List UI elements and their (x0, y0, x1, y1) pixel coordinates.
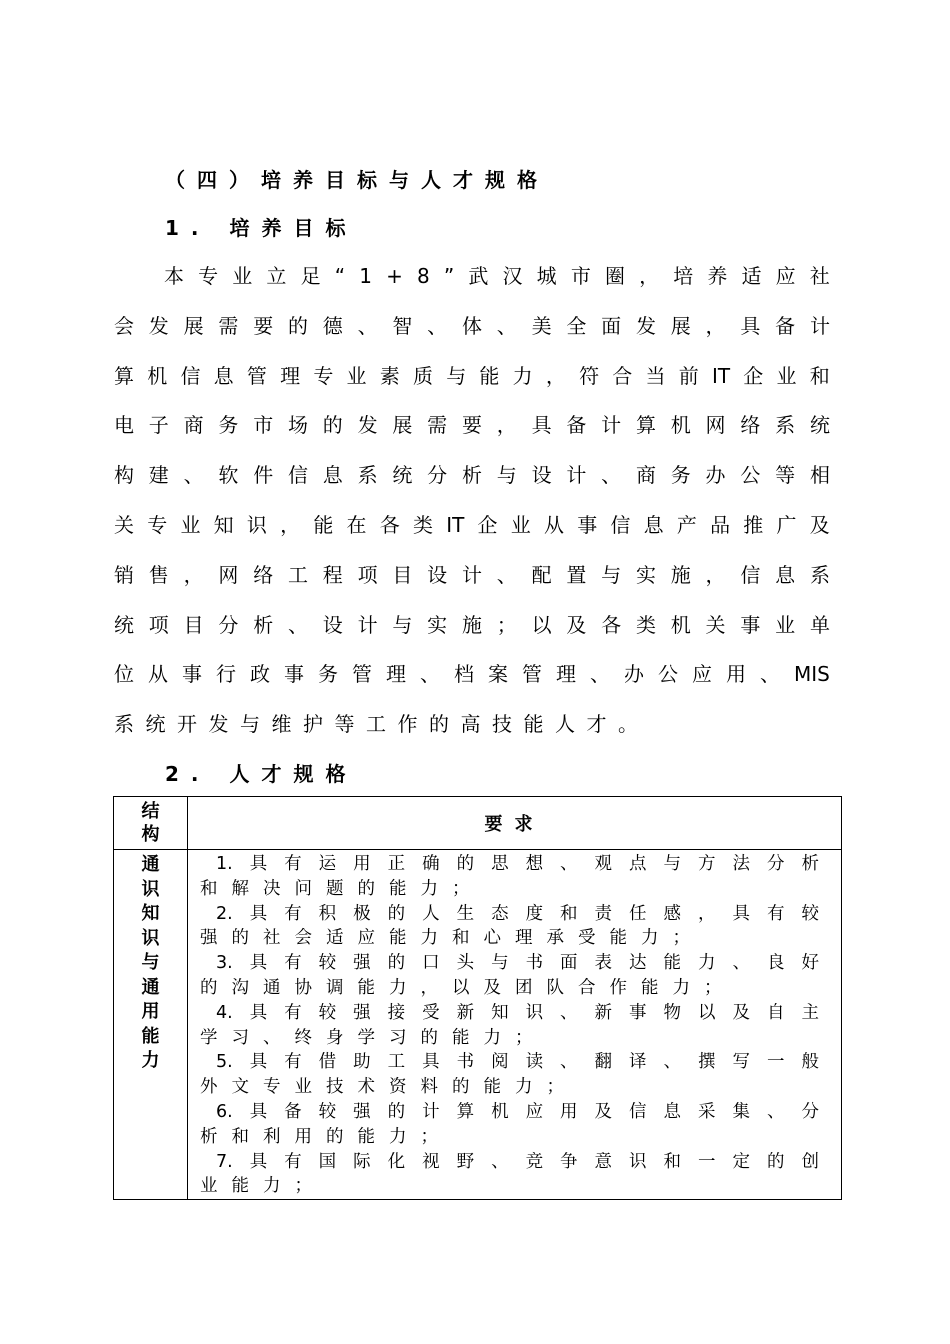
goal-line: 统 项 目 分 析 、 设 计 与 实 施 ； 以 及 各 类 机 关 事 业 单 (114, 612, 830, 637)
requirement-item (200, 1150, 819, 1200)
category-cell (114, 850, 188, 1200)
header-structure (114, 797, 188, 850)
goal-line: 算 机 信 息 管 理 专 业 素 质 与 能 力 ， 符 合 当 前 IT 企 业 和 (114, 363, 830, 388)
table-header-row (114, 797, 842, 850)
requirement-line: 4. 具 有 较 强 接 受 新 知 识 、 新 事 物 以 及 自 主 (216, 1002, 819, 1023)
requirement-line: 2. 具 有 积 极 的 人 生 态 度 和 责 任 感 ， 具 有 较 (216, 903, 819, 924)
goal-line: 构 建 、 软 件 信 息 系 统 分 析 与 设 计 、 商 务 办 公 等 相 (114, 463, 830, 488)
header-structure-text: 结 构 (141, 801, 160, 845)
goal-line: 位 从 事 行 政 事 务 管 理 、 档 案 管 理 、 办 公 应 用 、 MIS (114, 662, 830, 687)
section-title: （四）培养目标与人才规格 (165, 168, 549, 192)
requirement-item (200, 902, 819, 952)
goal-line: 电 子 商 务 市 场 的 发 展 需 要 ， 具 备 计 算 机 网 络 系 统 (114, 413, 830, 438)
goal-line: 销 售 ， 网 络 工 程 项 目 设 计 、 配 置 与 实 施 ， 信 息 系 (114, 562, 830, 587)
category-text: 通 识 知 识 与 通 用 能 力 (141, 854, 160, 1071)
goal-line: 关 专 业 知 识 ， 能 在 各 类 IT 企 业 从 事 信 息 产 品 推 广 及 (114, 512, 830, 537)
header-requirements: 要求 (188, 797, 842, 850)
subsection-title-specs: 2. 人才规格 (165, 762, 358, 786)
requirement-line: 和解决问题的能力； (200, 878, 484, 899)
requirement-item (200, 1050, 819, 1100)
requirement-line: 5. 具 有 借 助 工 具 书 阅 读 、 翻 译 、 撰 写 一 般 (216, 1052, 819, 1073)
requirement-line: 3. 具 有 较 强 的 口 头 与 书 面 表 达 能 力 、 良 好 (216, 953, 819, 974)
goal-line: 本 专 业 立 足 “ 1 + 8 ” 武 汉 城 市 圈 ， 培 养 适 应 社 (164, 264, 830, 288)
requirement-line: 强的社会适应能力和心理承受能力； (200, 928, 704, 949)
requirement-item (200, 1001, 819, 1051)
goal-paragraph (114, 252, 830, 750)
talent-spec-table (113, 796, 842, 1200)
table-row (114, 850, 842, 1200)
requirement-line: 学习、终身学习的能力； (200, 1027, 547, 1048)
goal-line: 会 发 展 需 要 的 德 、 智 、 体 、 美 全 面 发 展 ， 具 备 计 (114, 313, 830, 338)
requirement-line: 外文专业技术资料的能力； (200, 1077, 578, 1098)
requirement-item (200, 1100, 819, 1150)
requirement-line: 6. 具 备 较 强 的 计 算 机 应 用 及 信 息 采 集 、 分 (216, 1101, 819, 1122)
goal-line: 系统开发与维护等工作的高技能人才。 (114, 712, 650, 737)
requirement-item (200, 852, 819, 902)
requirement-line: 的沟通协调能力，以及团队合作能力； (200, 977, 736, 998)
subsection-title-goals: 1. 培养目标 (165, 216, 358, 240)
requirements-cell (188, 850, 842, 1200)
requirement-line: 7. 具 有 国 际 化 视 野 、 竞 争 意 识 和 一 定 的 创 (216, 1151, 819, 1172)
requirement-item (200, 951, 819, 1001)
requirement-line: 析和利用的能力； (200, 1126, 452, 1147)
requirement-line: 业能力； (200, 1176, 326, 1197)
requirement-line: 1. 具 有 运 用 正 确 的 思 想 、 观 点 与 方 法 分 析 (216, 854, 819, 874)
